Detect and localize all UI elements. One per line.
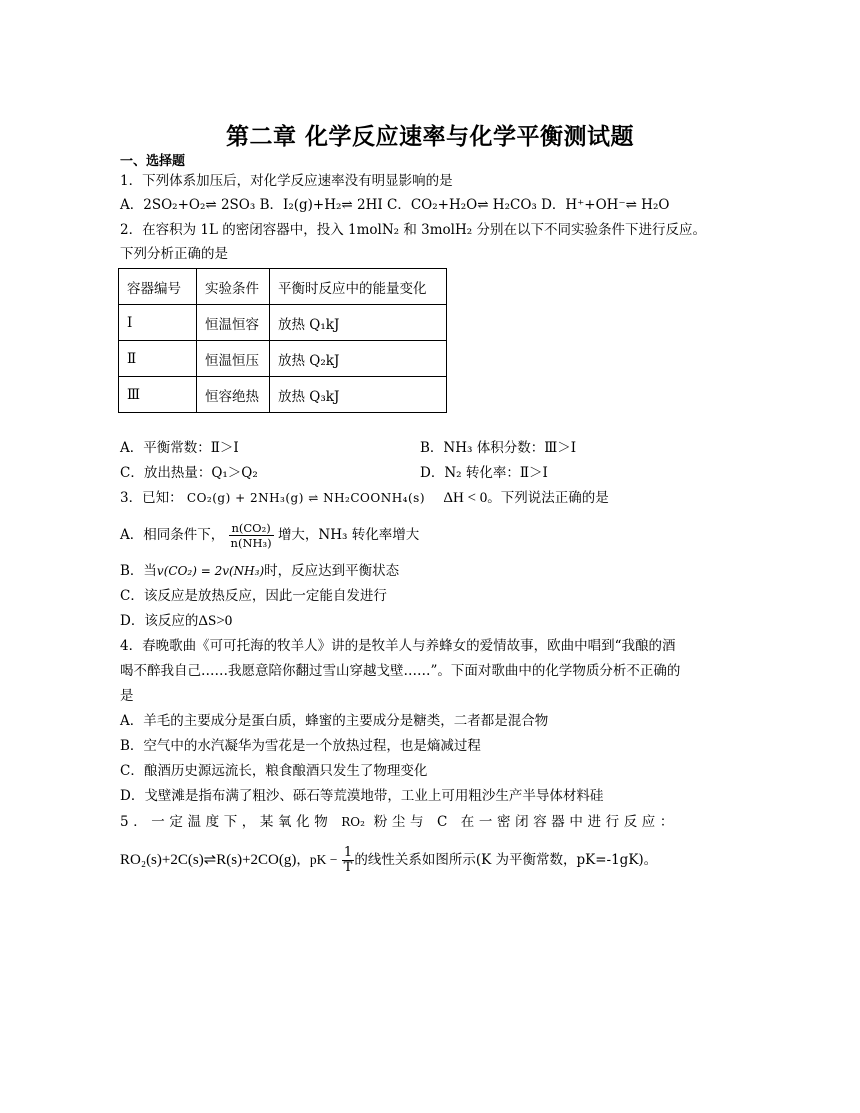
table-header-cell: 实验条件 (197, 269, 270, 305)
q2-stem-line2: 下列分析正确的是 (120, 246, 228, 262)
table-header-cell: 平衡时反应中的能量变化 (270, 269, 447, 305)
q3-option-a (120, 518, 740, 552)
fraction-denominator: T (343, 860, 353, 875)
q3-equation: CO₂(g) + 2NH₃(g) ⇌ NH₂COONH₄(s) (186, 491, 426, 505)
q3-stem (120, 488, 740, 508)
q3-option-b-expr: v(CO₂) = 2v(NH₃) (156, 564, 265, 578)
q4-line3: 是 (120, 688, 134, 704)
experiment-table (118, 268, 447, 413)
q3-option-b-prefix: B．当 (120, 563, 157, 579)
q5-pk: pK − (309, 852, 338, 867)
q3-stem-prefix: 3．已知： (120, 490, 183, 506)
table-cell: 放热 Q₁kJ (270, 305, 447, 341)
q4-option-c: C．酿酒历史源远流长，粮食酿酒只发生了物理变化 (120, 763, 428, 779)
q2-stem-line1: 2．在容积为 1L 的密闭容器中，投入 1molN₂ 和 3molH₂ 分别在以下不同实验条件下进行反应。 (120, 222, 706, 238)
table-row (119, 305, 447, 341)
q5-separator: ， (296, 852, 310, 868)
q2-option-a: A．平衡常数：Ⅱ＞Ⅰ (120, 440, 239, 456)
q2-option-d: D．N₂ 转化率：Ⅱ＞Ⅰ (420, 465, 548, 481)
table-header-row (119, 269, 447, 305)
q3-option-c: C．该反应是放热反应，因此一定能自发进行 (120, 588, 387, 604)
q3-option-b-suffix: 时，反应达到平衡状态 (264, 563, 400, 579)
q5-line1-b: 粉尘与 C 在一密闭容器中进行反应： (373, 814, 679, 830)
table-cell: 恒温恒压 (197, 341, 270, 377)
table-cell: Ⅰ (119, 305, 197, 341)
q3-option-d-prefix: D．该反应的 (120, 613, 199, 629)
q5-line2 (120, 840, 740, 880)
table-cell: Ⅲ (119, 377, 197, 413)
q4-option-b: B．空气中的水汽凝华为雪花是一个放热过程，也是熵减过程 (120, 738, 481, 754)
q5-fraction (342, 846, 355, 875)
q2-option-b: B．NH₃ 体积分数：Ⅲ＞Ⅰ (420, 440, 577, 456)
q4-option-a: A．羊毛的主要成分是蛋白质，蜂蜜的主要成分是糖类，二者都是混合物 (120, 713, 549, 729)
fraction-numerator: 1 (342, 846, 355, 861)
q2-option-c: C．放出热量：Q₁＞Q₂ (120, 465, 258, 481)
q3-option-b (120, 561, 740, 581)
q4-option-d: D．戈壁滩是指布满了粗沙、砾石等荒漠地带，工业上可用粗沙生产半导体材料硅 (120, 788, 604, 804)
q5-equation: RO₂(s)+2C(s)⇌R(s)+2CO(g) (120, 852, 297, 868)
table-cell: 放热 Q₃kJ (270, 377, 447, 413)
q5-line1-formula: RO₂ (341, 815, 365, 829)
q5-line2-suffix: 的线性关系如图所示(K 为平衡常数，pK=-1gK)。 (354, 852, 658, 868)
fraction-numerator: n(CO₂) (229, 521, 274, 536)
q3-delta-h: ΔH < 0 (443, 490, 488, 506)
table-header-cell: 容器编号 (119, 269, 197, 305)
q3-option-a-fraction (229, 521, 274, 550)
q1-stem: 1．下列体系加压后，对化学反应速率没有明显影响的是 (120, 173, 453, 189)
table-cell: 放热 Q₂kJ (270, 341, 447, 377)
q3-option-d (120, 611, 740, 631)
q3-option-a-prefix: A．相同条件下， (120, 527, 225, 543)
q1-options: A．2SO₂+O₂⇌ 2SO₃ B．I₂(g)+H₂⇌ 2HI C．CO₂+H₂O⇌ H₂CO₃ D．H⁺+OH⁻⇌ H₂O (120, 197, 670, 213)
q3-option-a-suffix: 增大，NH₃ 转化率增大 (277, 527, 420, 543)
q4-line2: 喝不醉我自己……我愿意陪你翻过雪山穿越戈壁……”。下面对歌曲中的化学物质分析不正确的 (120, 663, 681, 679)
section-heading: 一、选择题 (120, 154, 186, 169)
page-title: 第二章 化学反应速率与化学平衡测试题 (225, 124, 634, 150)
q5-line1-a: 5．一定温度下，某氧化物 (120, 814, 333, 830)
q3-stem-suffix: 。下列说法正确的是 (487, 490, 609, 506)
table-cell: Ⅱ (119, 341, 197, 377)
q4-line1: 4．春晚歌曲《可可托海的牧羊人》讲的是牧羊人与养蜂女的爱情故事，欧曲中唱到“我酿的酒 (120, 638, 676, 654)
table-cell: 恒温恒容 (197, 305, 270, 341)
table-row (119, 377, 447, 413)
q5-line1 (120, 812, 740, 832)
q3-option-d-expr: ΔS>0 (198, 613, 233, 629)
table-cell: 恒容绝热 (197, 377, 270, 413)
table-row (119, 341, 447, 377)
fraction-denominator: n(NH₃) (230, 536, 272, 550)
